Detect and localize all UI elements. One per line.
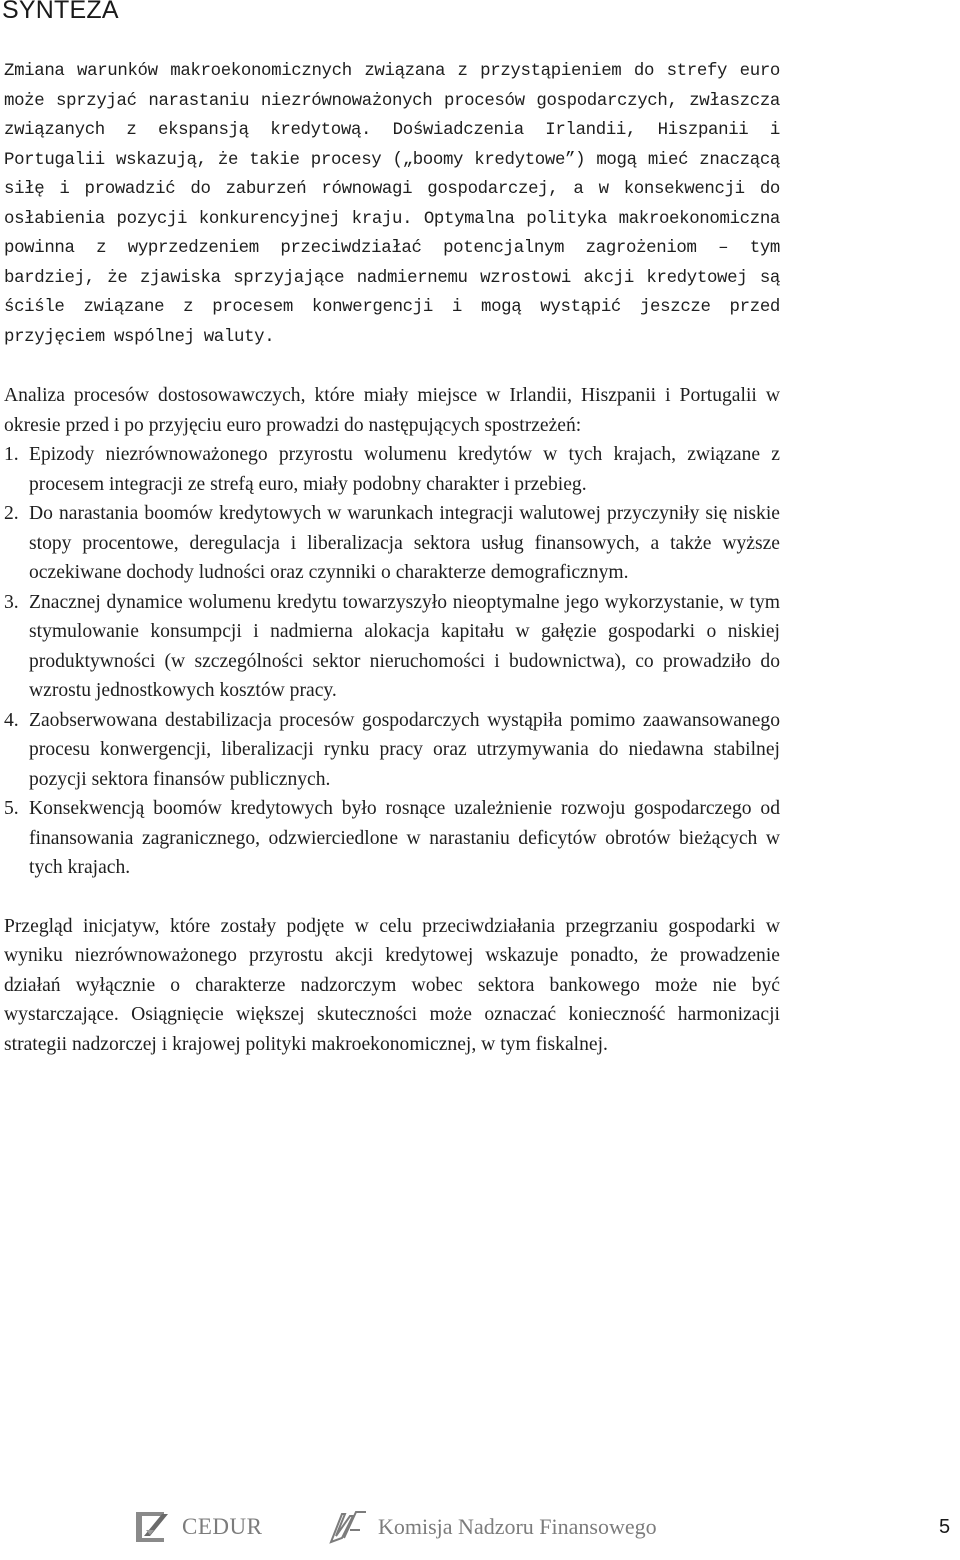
analysis-paragraph: Analiza procesów dostosowawczych, które miały miejsce w Irlandii, Hiszpanii i Portugalii w okresie przed i po przyjęciu euro prowadzi do następujących spostrzeżeń: bbox=[4, 385, 780, 436]
list-item-text: Konsekwencją boomów kredytowych było rosnące uzależnienie rozwoju gospodarczego od finansowania zagranicznego, odzwierciedlone w narastaniu deficytów obrotów bieżących w tych krajach. bbox=[29, 798, 780, 878]
list-item-number: 1. bbox=[4, 444, 19, 465]
list-item-text: Do narastania boomów kredytowych w warunkach integracji walutowej przyczyniły się niskie stopy procentowe, deregulacja i liberalizacja sektora usług finansowych, a także wyższe oczekiwane dochody ludności oraz czynniki o charakterze demograficznym. bbox=[29, 503, 780, 583]
list-item bbox=[4, 588, 780, 706]
page-number: 5 bbox=[939, 1516, 951, 1538]
list-item-number: 5. bbox=[4, 798, 19, 819]
list-item bbox=[4, 499, 780, 588]
page-title: SYNTEZA bbox=[2, 0, 119, 24]
cedur-logo-text: CEDUR bbox=[182, 1514, 263, 1539]
list-item bbox=[4, 794, 780, 883]
conclusion-paragraph: Przegląd inicjatyw, które zostały podjęte w celu przeciwdziałania przegrzaniu gospodarki w wyniku niezrównoważonego przyrostu akcji kredytowej wskazuje ponadto, że prowadzenie działań wyłącznie o charakterze nadzorczym wobec sektora bankowego może nie być wystarczające. Osiągnięcie większej skuteczności może oznaczać konieczność harmonizacji strategii nadzorczej i krajowej polityki makroekonomicznej, w tym fiskalnej. bbox=[4, 915, 780, 1055]
list-item bbox=[4, 706, 780, 795]
knf-logo-text: Komisja Nadzoru Finansowego bbox=[378, 1514, 657, 1539]
cedur-logo-icon bbox=[134, 1508, 170, 1544]
list-item bbox=[4, 440, 780, 499]
page-footer bbox=[0, 1500, 960, 1560]
list-item-text: Znacznej dynamice wolumenu kredytu towarzyszyło nieoptymalne jego wykorzystanie, w tym stymulowanie konsumpcji i nadmierna alokacja kapitału w gałęzie gospodarki o niskiej produktywności (w szczególności sektor nieruchomości i budownictwa), co prowadziło do wzrostu jednostkowych kosztów pracy. bbox=[29, 591, 780, 701]
knf-logo-icon bbox=[328, 1508, 368, 1544]
list-item-text: Epizody niezrównoważonego przyrostu wolumenu kredytów w tych krajach, związane z procesem integracji ze strefą euro, miały podobny charakter i przebieg. bbox=[29, 444, 780, 495]
list-item-number: 2. bbox=[4, 503, 19, 524]
list-item-number: 3. bbox=[4, 591, 19, 613]
findings-list bbox=[4, 440, 780, 883]
list-item-text: Zaobserwowana destabilizacja procesów gospodarczych wystąpiła pomimo zaawansowanego procesu konwergencji, liberalizacji rynku pracy oraz utrzymywania do niedawna stabilnej pozycji sektora finansów publicznych. bbox=[29, 709, 780, 790]
document-body bbox=[4, 57, 780, 1059]
list-item-number: 4. bbox=[4, 709, 19, 731]
intro-paragraph: Zmiana warunków makroekonomicznych związana z przystąpieniem do strefy euro może sprzyjać narastaniu niezrównoważonych procesów gospodarczych, zwłaszcza związanych z ekspansją kredytową. Doświadczenia Irlandii, Hiszpanii i Portugalii wskazują, że takie procesy („boomy kredytowe”) mogą mieć znaczącą siłę i prowadzić do zaburzeń równowagi gospodarczej, a w konsekwencji do osłabienia pozycji konkurencyjnej kraju. Optymalna polityka makroekonomiczna powinna z wyprzedzeniem przeciwdziałać potencjalnym zagrożeniom – tym bardziej, że zjawiska sprzyjające nadmiernemu wzrostowi akcji kredytowej są ściśle związane z procesem konwergencji i mogą wystąpić jeszcze przed przyjęciem wspólnej waluty. bbox=[4, 62, 780, 347]
